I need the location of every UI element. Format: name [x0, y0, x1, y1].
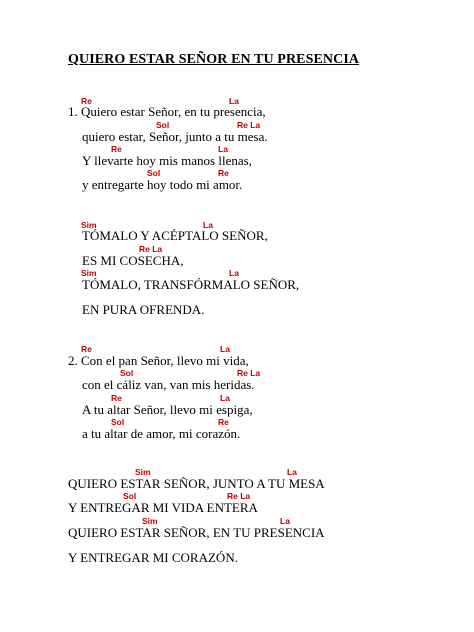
chord: Sim [81, 220, 97, 230]
chord: Re [81, 344, 92, 354]
lyric-line: QUIERO ESTAR SEÑOR, JUNTO A TU MESA [68, 476, 325, 491]
lyric-line: a tu altar de amor, mi corazón. [82, 426, 241, 441]
song-title: QUIERO ESTAR SEÑOR EN TU PRESENCIA [68, 52, 360, 67]
lyric-line: 1. Quiero estar Señor, en tu presencia, [68, 104, 266, 119]
chord: Re [218, 168, 229, 178]
lyric-line: TÓMALO, TRANSFÓRMALO SEÑOR, [82, 277, 300, 292]
lyric-line: quiero estar, Señor, junto a tu mesa. [82, 129, 268, 144]
chord: Sim [135, 467, 151, 477]
chord: Sol [147, 168, 161, 178]
lyric-line: A tu altar Señor, llevo mi espiga, [82, 402, 253, 417]
lyric-line: ES MI COSECHA, [82, 253, 184, 268]
lyric-line: 2. Con el pan Señor, llevo mi vida, [68, 353, 249, 368]
chord: La [220, 344, 230, 354]
lyric-line: Y ENTREGAR MI CORAZÓN. [68, 550, 238, 565]
chord: Re [111, 144, 122, 154]
chord: Sol [120, 368, 134, 378]
chord: Re La [237, 368, 261, 378]
lyric-line: TÓMALO Y ACÉPTALO SEÑOR, [82, 228, 268, 243]
chord: Re [81, 96, 92, 106]
lyric-line: con el cáliz van, van mis heridas. [82, 377, 255, 392]
chord: La [203, 220, 213, 230]
lyric-line: y entregarte hoy todo mi amor. [82, 177, 243, 192]
chord: La [220, 393, 230, 403]
lyric-line: EN PURA OFRENDA. [82, 302, 205, 317]
chord: La [218, 144, 228, 154]
chord: Re La [227, 491, 251, 501]
lyric-line: Y llevarte hoy mis manos llenas, [82, 153, 252, 168]
chord: Sol [111, 417, 125, 427]
chord: Sim [142, 516, 158, 526]
chord: Re La [237, 120, 261, 130]
chord: Re [111, 393, 122, 403]
chord: Sim [81, 268, 97, 278]
chord: Sol [156, 120, 170, 130]
chord: La [280, 516, 290, 526]
chord: Re [218, 417, 229, 427]
chord: Sol [123, 491, 137, 501]
chord: La [287, 467, 297, 477]
lyric-line: QUIERO ESTAR SEÑOR, EN TU PRESENCIA [68, 525, 325, 540]
lyric-line: Y ENTREGAR MI VIDA ENTERA [68, 500, 258, 515]
chord: La [229, 96, 239, 106]
chord: La [229, 268, 239, 278]
chord: Re La [139, 244, 163, 254]
